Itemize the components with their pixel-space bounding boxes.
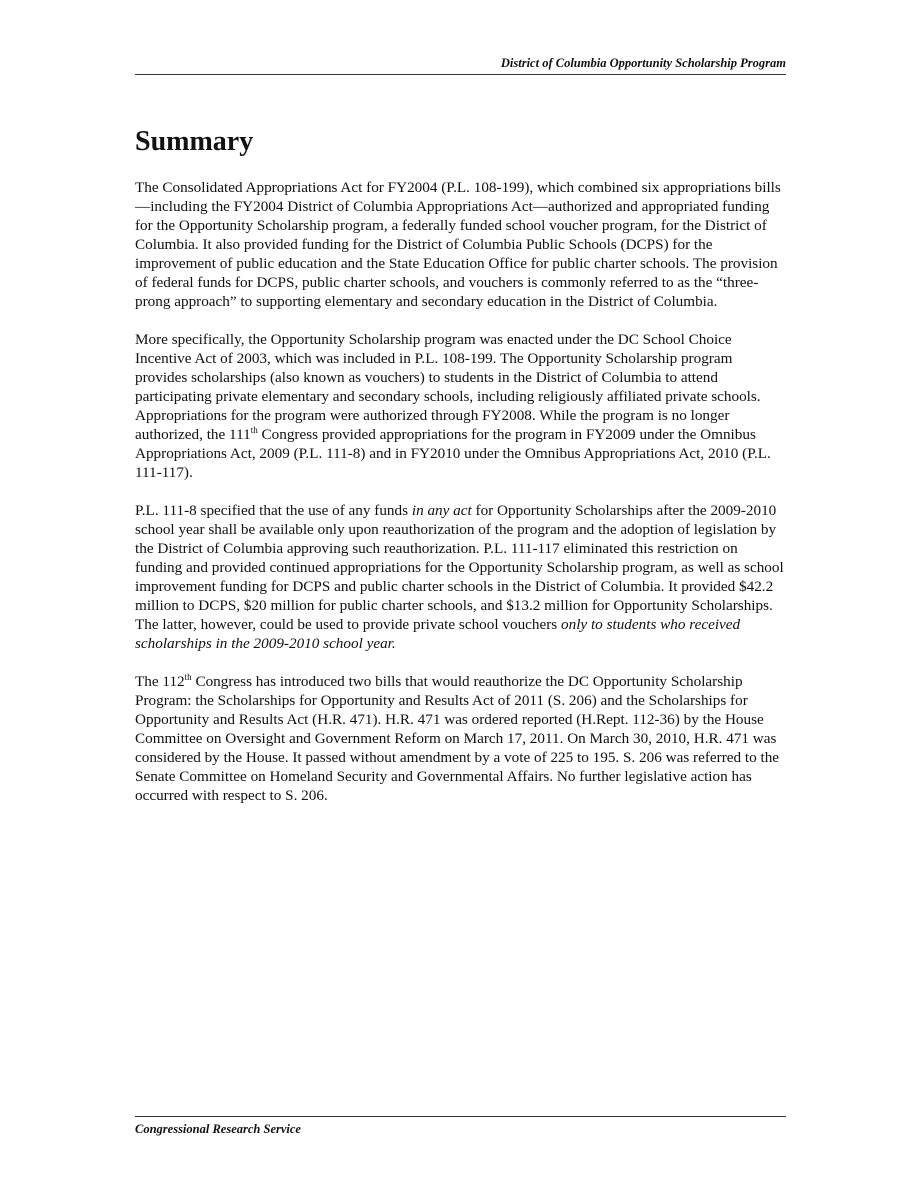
paragraph-3-text-a: P.L. 111-8 specified that the use of any funds (135, 502, 412, 519)
paragraph-1-text: The Consolidated Appropriations Act for FY2004 (P.L. 108-199), which combined six appropriations bills—including the FY2004 District of Columbia Appropriations Act—authorized and appropriated funding for the Opportunity Scholarship program, a federally funded school voucher program, for the District of Columbia. It also provided funding for the District of Columbia Public Schools (DCPS) for the improvement of public education and the State Education Office for public charter schools. The provision of federal funds for DCPS, public charter schools, and vouchers is commonly referred to as the “three-prong approach” to supporting elementary and secondary education in the District of Columbia. (135, 179, 781, 310)
paragraph-3-text-b: for Opportunity Scholarships after the 2009-2010 school year shall be available only upon reauthorization of the program and the adoption of legislation by the District of Columbia approving such reauthorization. P.L. 111-117 eliminated this restriction on funding and provided continued appropriations for the Opportunity Scholarship program, as well as school improvement funding for DCPS and public charter schools in the District of Columbia. It provided $42.2 million to DCPS, $20 million for public charter schools, and $13.2 million for Opportunity Scholarships. The latter, however, could be used to provide private school vouchers (135, 502, 784, 633)
paragraph-3-emphasis-b: only to students who received scholarships in the 2009-2010 school year. (135, 616, 741, 652)
running-footer (135, 1116, 786, 1137)
paragraph-3 (135, 501, 786, 653)
paragraph-2 (135, 330, 786, 482)
ordinal-superscript: th (250, 425, 258, 435)
paragraph-2-text-b: Congress provided appropriations for the program in FY2009 under the Omnibus Appropriations Act, 2009 (P.L. 111-8) and in FY2010 under the Omnibus Appropriations Act, 2010 (P.L. 111-117). (135, 426, 771, 481)
paragraph-2-text-a: More specifically, the Opportunity Scholarship program was enacted under the DC School Choice Incentive Act of 2003, which was included in P.L. 108-199. The Opportunity Scholarship program provides scholarships (also known as vouchers) to students in the District of Columbia to attend participating private elementary and secondary schools, including religiously affiliated private schools. Appropriations for the program were authorized through FY2008. While the program is no longer authorized, the 111 (135, 331, 761, 443)
paragraph-4 (135, 672, 786, 805)
paragraph-4-text-a: The 112 (135, 673, 185, 690)
paragraph-3-emphasis-a: in any act (411, 502, 472, 519)
paragraph-1 (135, 178, 786, 311)
paragraph-4-text-b: Congress has introduced two bills that would reauthorize the DC Opportunity Scholarship Program: the Scholarships for Opportunity and Results Act of 2011 (S. 206) and the Scholarships for Opportunity and Results Act (H.R. 471). H.R. 471 was ordered reported (H.Rept. 112-36) by the House Committee on Oversight and Government Reform on March 17, 2011. On March 30, 2010, H.R. 471 was considered by the House. It passed without amendment by a vote of 225 to 195. S. 206 was referred to the Senate Committee on Homeland Security and Governmental Affairs. No further legislative action has occurred with respect to S. 206. (135, 673, 780, 804)
ordinal-superscript: th (184, 672, 192, 682)
running-header-title: District of Columbia Opportunity Scholarship Program (500, 56, 786, 70)
running-header (135, 55, 786, 75)
page-title: Summary (135, 126, 254, 157)
summary-body (135, 178, 786, 824)
footer-publisher: Congressional Research Service (135, 1122, 301, 1136)
